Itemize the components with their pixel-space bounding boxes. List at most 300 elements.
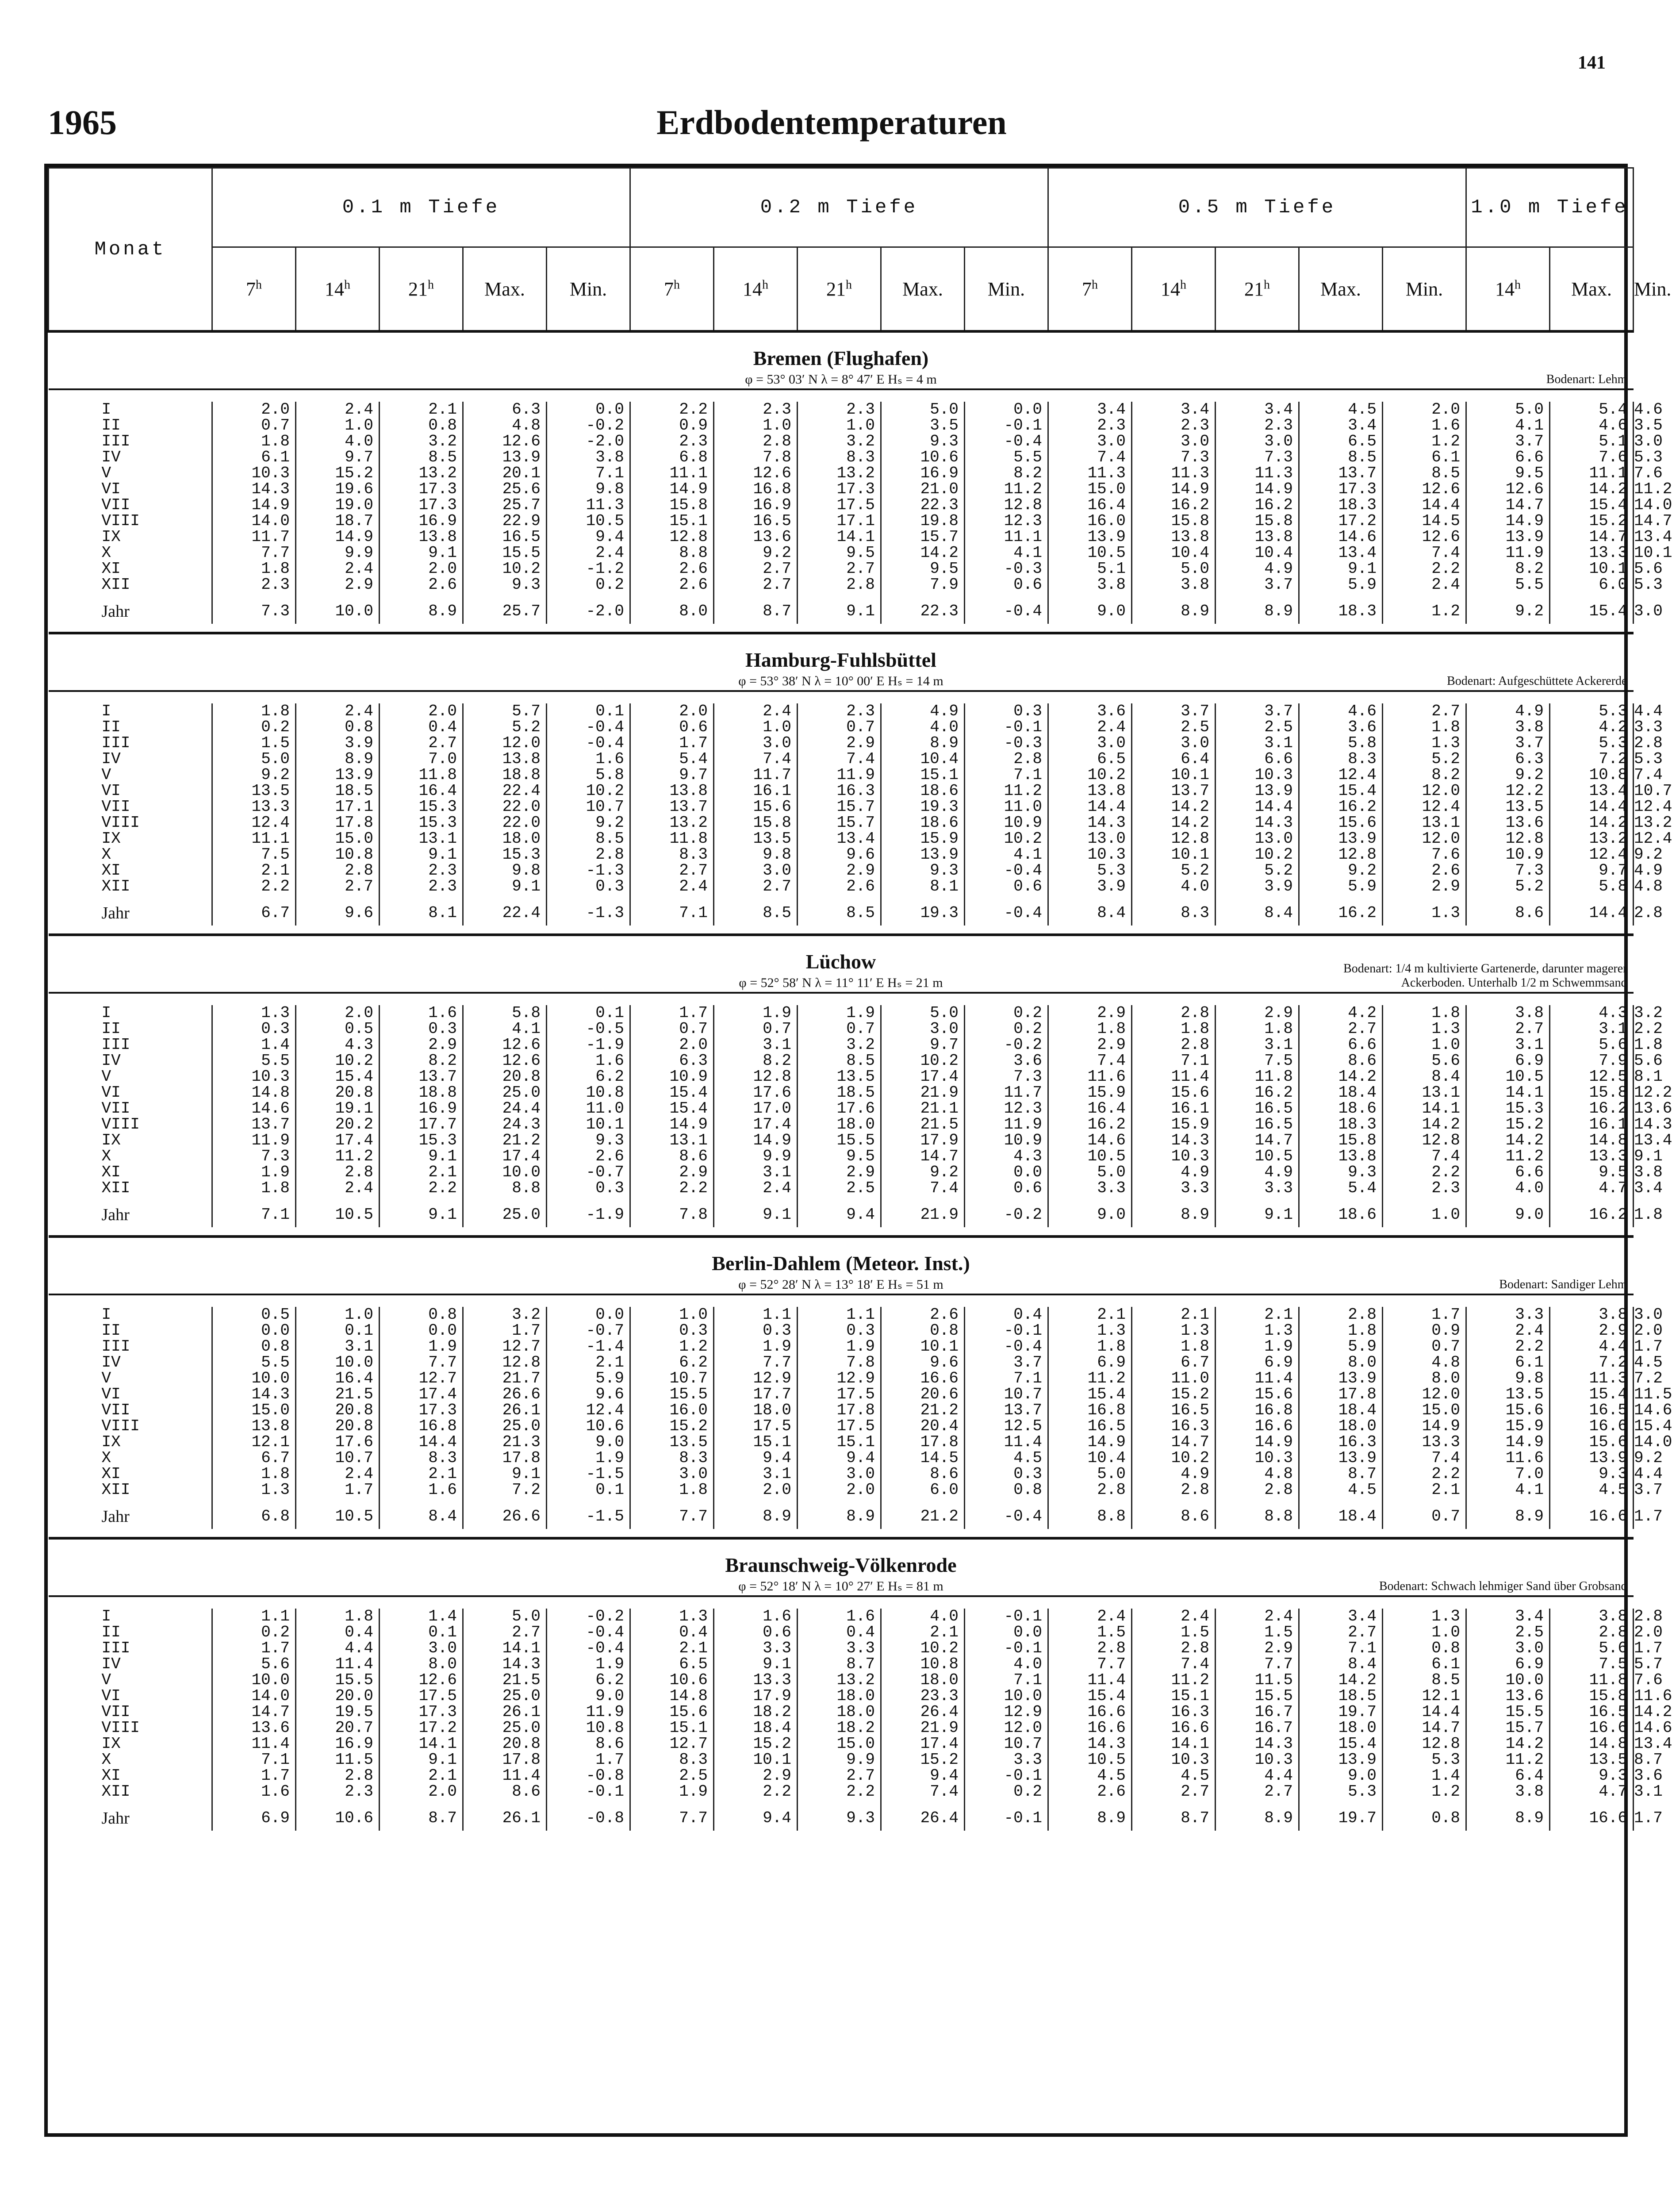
temperature-value: 3.0 — [881, 1021, 965, 1037]
temperature-value: 11.4 — [296, 1656, 380, 1672]
temperature-value: 11.9 — [798, 767, 881, 783]
temperature-value: 10.9 — [1466, 847, 1550, 863]
month-row: VI 14.3 19.6 17.3 25.6 9.8 14.9 16.8 17.3 21.0 11.2 15.0 14.9 14.9 17.3 12.6 12.6 14.2 11.2 — [49, 481, 1634, 497]
temperature-value: 10.2 — [1132, 1450, 1216, 1466]
temperature-value: 13.1 — [630, 1133, 714, 1148]
temperature-value: 8.6 — [881, 1466, 965, 1482]
temperature-value: 7.4 — [798, 751, 881, 767]
temperature-value: 9.1 — [714, 1656, 798, 1672]
spacer-row — [49, 926, 1634, 935]
temperature-value: 8.2 — [1383, 767, 1466, 783]
month-row: VIII 14.0 18.7 16.9 22.9 10.5 15.1 16.5 17.1 19.8 12.3 16.0 15.8 15.8 17.2 14.5 14.9 15.2 14.7 — [49, 513, 1634, 529]
temperature-value: 4.8 — [463, 418, 547, 434]
temperature-value: 5.0 — [1466, 402, 1550, 418]
temperature-value: 17.7 — [380, 1117, 463, 1133]
soil-type — [1343, 962, 1627, 990]
temperature-value: 5.0 — [881, 1005, 965, 1021]
obs-time-label: 14 — [743, 278, 762, 300]
month-label: I — [101, 1306, 111, 1324]
temperature-value: 16.2 — [1550, 1101, 1634, 1117]
temperature-value: 4.6 — [1550, 418, 1634, 434]
temperature-value: 0.1 — [296, 1323, 380, 1339]
month-label: XI — [101, 560, 121, 578]
temperature-value: 0.8 — [1383, 1800, 1466, 1831]
temperature-value: 0.4 — [630, 1624, 714, 1640]
temperature-value: 1.3 — [1383, 1609, 1466, 1624]
temperature-value: 13.2 — [798, 465, 881, 481]
temperature-value: 1.8 — [1048, 1021, 1132, 1037]
month-label: X — [101, 1751, 111, 1769]
month-row: XI 2.1 2.8 2.3 9.8 -1.3 2.7 3.0 2.9 9.3 -0.4 5.3 5.2 5.2 9.2 2.6 7.3 9.7 4.9 — [49, 863, 1634, 879]
temperature-value: 18.3 — [1299, 593, 1383, 624]
temperature-value: 3.2 — [798, 1037, 881, 1053]
obs-time-unit: h — [344, 277, 350, 292]
temperature-value: 0.2 — [212, 719, 296, 735]
month-row: XII 2.2 2.7 2.3 9.1 0.3 2.4 2.7 2.6 8.1 0.6 3.9 4.0 3.9 5.9 2.9 5.2 5.8 4.8 — [49, 879, 1634, 895]
month-label: II — [101, 1020, 121, 1038]
temperature-value: 12.7 — [463, 1339, 547, 1355]
temperature-value: 12.4 — [212, 815, 296, 831]
obs-time-label: 14 — [1495, 278, 1515, 300]
observation-header-row: 7$^h$ 14$^h$ 21$^h$ Max. Min. 7$^h$ 14$^h$ 21$^h$ Max. Min. 7$^h$ 14$^h$ 21$^h$ Max. Min. 14$^h$ Max. Min. — [49, 247, 1634, 332]
temperature-value: 1.3 — [1383, 735, 1466, 751]
station-name: Lüchow — [49, 935, 1634, 973]
temperature-value: 11.8 — [1216, 1069, 1299, 1085]
month-row: II 0.0 0.1 0.0 1.7 -0.7 0.3 0.3 0.3 0.8 -0.1 1.3 1.3 1.3 1.8 0.9 2.4 2.9 2.0 — [49, 1323, 1634, 1339]
temperature-value: 15.6 — [1466, 1402, 1550, 1418]
temperature-value: 3.0 — [714, 863, 798, 879]
temperature-value: 7.7 — [212, 545, 296, 561]
temperature-value: 0.6 — [965, 577, 1048, 593]
temperature-value: 3.0 — [630, 1466, 714, 1482]
temperature-value: 7.1 — [965, 1371, 1048, 1386]
temperature-value: 21.2 — [881, 1498, 965, 1529]
temperature-value: 3.6 — [965, 1053, 1048, 1069]
temperature-value: 1.8 — [1132, 1339, 1216, 1355]
temperature-value: 15.7 — [881, 529, 965, 545]
temperature-value: 2.0 — [380, 703, 463, 719]
temperature-value: 6.6 — [1299, 1037, 1383, 1053]
temperature-value: 6.6 — [1216, 751, 1299, 767]
temperature-value: 13.9 — [1299, 1752, 1383, 1768]
temperature-value: 25.7 — [463, 497, 547, 513]
temperature-value: 19.8 — [881, 513, 965, 529]
spacer — [49, 1596, 1634, 1609]
d01-t21-header — [380, 247, 463, 332]
temperature-value: 15.7 — [798, 815, 881, 831]
temperature-value: 8.4 — [1383, 1069, 1466, 1085]
temperature-value: 3.2 — [798, 434, 881, 449]
station-title-row — [49, 1237, 1634, 1275]
temperature-value: 1.9 — [630, 1784, 714, 1800]
temperature-value: 10.0 — [1466, 1672, 1550, 1688]
temperature-value: 13.3 — [1550, 1148, 1634, 1164]
temperature-value: 17.6 — [714, 1085, 798, 1101]
temperature-value: 9.1 — [380, 545, 463, 561]
temperature-value: 19.7 — [1299, 1800, 1383, 1831]
temperature-value: 5.6 — [1550, 1037, 1634, 1053]
temperature-value: 17.3 — [380, 497, 463, 513]
temperature-value: 25.0 — [463, 1688, 547, 1704]
temperature-value: 14.9 — [1466, 1434, 1550, 1450]
month-row: X 7.3 11.2 9.1 17.4 2.6 8.6 9.9 9.5 14.7 4.3 10.5 10.3 10.5 13.8 7.4 11.2 13.3 9.1 — [49, 1148, 1634, 1164]
temperature-value: 15.1 — [881, 767, 965, 783]
temperature-value: 22.9 — [463, 513, 547, 529]
temperature-value: 16.2 — [1048, 1117, 1132, 1133]
temperature-value: 6.5 — [1048, 751, 1132, 767]
temperature-value: 17.8 — [463, 1752, 547, 1768]
temperature-value: 11.4 — [1132, 1069, 1216, 1085]
temperature-value: 8.7 — [380, 1800, 463, 1831]
month-label: X — [101, 845, 111, 864]
temperature-value: 2.1 — [380, 402, 463, 418]
temperature-value: 3.2 — [380, 434, 463, 449]
d02-t21-header — [798, 247, 881, 332]
temperature-value: 10.5 — [1216, 1148, 1299, 1164]
temperature-value: 4.4 — [1550, 1339, 1634, 1355]
temperature-value: 6.5 — [630, 1656, 714, 1672]
temperature-value: 14.1 — [798, 529, 881, 545]
temperature-value: 1.6 — [380, 1005, 463, 1021]
temperature-value: 0.8 — [881, 1323, 965, 1339]
temperature-value: 2.4 — [1216, 1609, 1299, 1624]
temperature-value: 12.6 — [1383, 529, 1466, 545]
temperature-value: 6.1 — [1383, 449, 1466, 465]
temperature-value: 11.3 — [1216, 465, 1299, 481]
temperature-value: 0.8 — [212, 1339, 296, 1355]
temperature-value: 8.5 — [1383, 465, 1466, 481]
temperature-value: 9.2 — [547, 815, 630, 831]
month-row: IV 5.5 10.0 7.7 12.8 2.1 6.2 7.7 7.8 9.6 3.7 6.9 6.7 6.9 8.0 4.8 6.1 7.2 4.5 — [49, 1355, 1634, 1371]
temperature-value: 17.3 — [798, 481, 881, 497]
temperature-value: 26.1 — [463, 1800, 547, 1831]
temperature-value: 3.0 — [380, 1640, 463, 1656]
temperature-value: 3.2 — [463, 1307, 547, 1323]
temperature-value: 0.3 — [965, 1466, 1048, 1482]
temperature-value: 0.5 — [212, 1307, 296, 1323]
temperature-value: 8.6 — [630, 1148, 714, 1164]
spacer-row — [49, 1596, 1634, 1609]
temperature-value: 15.6 — [1550, 1434, 1634, 1450]
temperature-value: 15.4 — [630, 1101, 714, 1117]
temperature-value: 2.4 — [296, 402, 380, 418]
temperature-value: 13.5 — [630, 1434, 714, 1450]
temperature-value: 15.4 — [1550, 1386, 1634, 1402]
temperature-value: 10.5 — [1048, 1148, 1132, 1164]
temperature-value: 3.6 — [1299, 719, 1383, 735]
temperature-value: 14.3 — [1216, 1736, 1299, 1752]
month-label: VII — [101, 1401, 130, 1419]
temperature-value: 2.0 — [380, 561, 463, 577]
temperature-value: 15.5 — [1216, 1688, 1299, 1704]
temperature-value: 1.7 — [296, 1482, 380, 1498]
temperature-value: 1.7 — [212, 1640, 296, 1656]
temperature-value: 14.4 — [1048, 799, 1132, 815]
temperature-value: 5.7 — [463, 703, 547, 719]
obs-time-unit: h — [762, 277, 768, 292]
temperature-value: 2.1 — [630, 1640, 714, 1656]
temperature-value: 22.0 — [463, 799, 547, 815]
temperature-value: 2.7 — [1132, 1784, 1216, 1800]
temperature-value: -0.2 — [547, 1609, 630, 1624]
temperature-value: 8.0 — [630, 593, 714, 624]
temperature-value: 15.1 — [630, 1720, 714, 1736]
temperature-value: 15.2 — [296, 465, 380, 481]
temperature-value: 1.9 — [714, 1005, 798, 1021]
temperature-value: 9.5 — [1466, 465, 1550, 481]
temperature-value: -0.4 — [547, 719, 630, 735]
temperature-value: 25.7 — [463, 593, 547, 624]
temperature-value: 9.4 — [547, 529, 630, 545]
temperature-value: 2.7 — [1299, 1021, 1383, 1037]
temperature-value: 14.4 — [1550, 895, 1634, 926]
temperature-value: 15.8 — [1132, 513, 1216, 529]
temperature-value: 17.0 — [714, 1101, 798, 1117]
temperature-value: 5.8 — [547, 767, 630, 783]
temperature-value: 7.4 — [881, 1784, 965, 1800]
temperature-value: 0.8 — [1383, 1640, 1466, 1656]
temperature-value: 10.7 — [296, 1450, 380, 1466]
temperature-value: 10.2 — [296, 1053, 380, 1069]
temperature-value: 1.7 — [463, 1323, 547, 1339]
temperature-value: 18.0 — [798, 1688, 881, 1704]
temperature-value: 3.4 — [1299, 418, 1383, 434]
temperature-value: 14.9 — [1216, 481, 1299, 497]
annual-row: Jahr 6.7 9.6 8.1 22.4 -1.3 7.1 8.5 8.5 19.3 -0.4 8.4 8.3 8.4 16.2 1.3 8.6 14.4 2.8 — [49, 895, 1634, 926]
temperature-value: 7.3 — [1216, 449, 1299, 465]
temperature-value: 2.8 — [296, 1768, 380, 1784]
temperature-value: 14.0 — [212, 513, 296, 529]
temperature-value: 13.4 — [798, 831, 881, 847]
temperature-value: 1.1 — [798, 1307, 881, 1323]
temperature-value: 7.4 — [881, 1180, 965, 1196]
month-row: I 1.8 2.4 2.0 5.7 0.1 2.0 2.4 2.3 4.9 0.3 3.6 3.7 3.7 4.6 2.7 4.9 5.3 4.4 — [49, 703, 1634, 719]
temperature-value: 18.5 — [296, 783, 380, 799]
temperature-value: 10.3 — [1048, 847, 1132, 863]
temperature-value: 6.8 — [212, 1498, 296, 1529]
d05-t7-header — [1048, 247, 1132, 332]
temperature-value: 15.5 — [630, 1386, 714, 1402]
temperature-value: 9.5 — [1550, 1164, 1634, 1180]
temperature-value: 10.2 — [1216, 847, 1299, 863]
temperature-value: 15.2 — [881, 1752, 965, 1768]
temperature-value: 0.8 — [296, 719, 380, 735]
temperature-value: 13.6 — [1466, 1688, 1550, 1704]
temperature-value: 16.2 — [1216, 497, 1299, 513]
temperature-value: 13.8 — [1216, 529, 1299, 545]
temperature-value: 10.5 — [1048, 545, 1132, 561]
temperature-value: 7.1 — [1132, 1053, 1216, 1069]
temperature-value: 24.4 — [463, 1101, 547, 1117]
temperature-value: 9.1 — [380, 1196, 463, 1227]
temperature-value: 15.6 — [1132, 1085, 1216, 1101]
temperature-value: 8.9 — [714, 1498, 798, 1529]
temperature-value: 2.1 — [1216, 1307, 1299, 1323]
month-row: XII 1.3 1.7 1.6 7.2 0.1 1.8 2.0 2.0 6.0 0.8 2.8 2.8 2.8 4.5 2.1 4.1 4.5 3.7 — [49, 1482, 1634, 1498]
temperature-value: -0.7 — [547, 1164, 630, 1180]
temperature-value: 24.3 — [463, 1117, 547, 1133]
temperature-value: 9.5 — [798, 1148, 881, 1164]
temperature-value: 2.4 — [1383, 577, 1466, 593]
temperature-value: 20.8 — [296, 1402, 380, 1418]
temperature-value: -0.4 — [965, 1339, 1048, 1355]
temperature-value: 12.1 — [1383, 1688, 1466, 1704]
temperature-value: 11.2 — [1132, 1672, 1216, 1688]
temperature-value: 11.3 — [1550, 1371, 1634, 1386]
temperature-value: 14.2 — [1550, 481, 1634, 497]
temperature-value: 11.6 — [1466, 1450, 1550, 1466]
temperature-value: 12.8 — [1383, 1133, 1466, 1148]
temperature-value: 3.9 — [1048, 879, 1132, 895]
temperature-value: 1.9 — [798, 1005, 881, 1021]
temperature-value: 4.5 — [965, 1450, 1048, 1466]
temperature-value: 22.4 — [463, 783, 547, 799]
temperature-value: -0.1 — [965, 719, 1048, 735]
month-label: XII — [101, 576, 130, 594]
temperature-value: 2.9 — [1550, 1323, 1634, 1339]
temperature-value: 12.1 — [212, 1434, 296, 1450]
temperature-value: 8.5 — [714, 895, 798, 926]
temperature-value: 10.2 — [1048, 767, 1132, 783]
temperature-value: 5.6 — [1383, 1053, 1466, 1069]
temperature-value: 2.0 — [798, 1482, 881, 1498]
temperature-value: 20.8 — [463, 1069, 547, 1085]
temperature-value: 12.6 — [714, 465, 798, 481]
month-row: I 2.0 2.4 2.1 6.3 0.0 2.2 2.3 2.3 5.0 0.0 3.4 3.4 3.4 4.5 2.0 5.0 5.4 4.6 — [49, 402, 1634, 418]
temperature-value: 8.5 — [380, 449, 463, 465]
temperature-value: 1.5 — [212, 735, 296, 751]
temperature-value: 16.7 — [1216, 1704, 1299, 1720]
temperature-value: 1.6 — [798, 1609, 881, 1624]
temperature-value: 9.1 — [1299, 561, 1383, 577]
temperature-value: 13.2 — [1550, 831, 1634, 847]
temperature-value: 4.3 — [296, 1037, 380, 1053]
depth-header-1.0m: 1.0 m Tiefe — [1466, 168, 1634, 247]
temperature-value: 9.0 — [1466, 1196, 1550, 1227]
temperature-value: 0.0 — [380, 1323, 463, 1339]
month-label: XI — [101, 1163, 121, 1181]
temperature-value: 2.3 — [714, 402, 798, 418]
station-info-row — [49, 1275, 1634, 1294]
temperature-value: 1.4 — [212, 1037, 296, 1053]
spacer — [49, 1831, 1634, 1839]
temperature-value: 1.0 — [1383, 1037, 1466, 1053]
month-label: III — [101, 734, 130, 752]
temperature-value: 7.5 — [212, 847, 296, 863]
temperature-value: 17.8 — [881, 1434, 965, 1450]
temperature-value: 11.2 — [1048, 1371, 1132, 1386]
temperature-value: 6.9 — [1466, 1656, 1550, 1672]
temperature-value: 13.5 — [212, 783, 296, 799]
temperature-value: 14.7 — [1132, 1434, 1216, 1450]
month-row: V 9.2 13.9 11.8 18.8 5.8 9.7 11.7 11.9 15.1 7.1 10.2 10.1 10.3 12.4 8.2 9.2 10.8 7.4 — [49, 767, 1634, 783]
month-label: III — [101, 1337, 130, 1356]
temperature-value: 11.3 — [1132, 465, 1216, 481]
temperature-value: 15.8 — [1550, 1085, 1634, 1101]
temperature-value: 0.1 — [380, 1624, 463, 1640]
temperature-value: 1.2 — [1383, 1784, 1466, 1800]
obs-time-unit: h — [428, 277, 434, 292]
temperature-value: 2.1 — [380, 1768, 463, 1784]
temperature-value: 2.8 — [1132, 1005, 1216, 1021]
temperature-value: 17.8 — [463, 1450, 547, 1466]
temperature-value: 14.2 — [1132, 799, 1216, 815]
temperature-value: 0.9 — [1383, 1323, 1466, 1339]
temperature-value: 0.1 — [547, 1482, 630, 1498]
month-row: XI 1.9 2.8 2.1 10.0 -0.7 2.9 3.1 2.9 9.2 0.0 5.0 4.9 4.9 9.3 2.2 6.6 9.5 3.8 — [49, 1164, 1634, 1180]
temperature-value: 4.9 — [1216, 561, 1299, 577]
temperature-value: 2.7 — [463, 1624, 547, 1640]
month-row: IX 11.4 16.9 14.1 20.8 8.6 12.7 15.2 15.0 17.4 10.7 14.3 14.1 14.3 15.4 12.8 14.2 14.8 13.4 — [49, 1736, 1634, 1752]
month-label: V — [101, 464, 111, 482]
temperature-value: 18.6 — [881, 783, 965, 799]
temperature-value: 10.2 — [463, 561, 547, 577]
temperature-value: 5.5 — [965, 449, 1048, 465]
month-row: I 1.3 2.0 1.6 5.8 0.1 1.7 1.9 1.9 5.0 0.2 2.9 2.8 2.9 4.2 1.8 3.8 4.3 3.2 — [49, 1005, 1634, 1021]
obs-time-label: 21 — [408, 278, 428, 300]
temperature-value: 26.6 — [463, 1498, 547, 1529]
temperature-value: 0.7 — [1383, 1339, 1466, 1355]
temperature-value: 7.4 — [1383, 545, 1466, 561]
temperature-value: 7.1 — [547, 465, 630, 481]
spacer-row — [49, 993, 1634, 1005]
temperature-value: 13.8 — [212, 1418, 296, 1434]
temperature-value: 26.1 — [463, 1704, 547, 1720]
temperature-value: 3.7 — [1466, 434, 1550, 449]
temperature-value: 1.7 — [630, 735, 714, 751]
temperature-value: 15.4 — [296, 1069, 380, 1085]
temperature-value: 15.5 — [1466, 1704, 1550, 1720]
temperature-value: -1.5 — [547, 1498, 630, 1529]
spacer-row — [49, 1529, 1634, 1538]
temperature-value: 4.5 — [1048, 1768, 1132, 1784]
temperature-value: 7.1 — [212, 1752, 296, 1768]
temperature-value: 5.8 — [1550, 879, 1634, 895]
temperature-value: 9.5 — [881, 561, 965, 577]
temperature-value: 3.9 — [296, 735, 380, 751]
temperature-value: 2.4 — [296, 703, 380, 719]
temperature-value: 11.1 — [630, 465, 714, 481]
month-row: IX 11.9 17.4 15.3 21.2 9.3 13.1 14.9 15.5 17.9 10.9 14.6 14.3 14.7 15.8 12.8 14.2 14.8 13.4 — [49, 1133, 1634, 1148]
temperature-value: 11.1 — [965, 529, 1048, 545]
temperature-value: 13.9 — [1048, 529, 1132, 545]
d01-t14-header — [296, 247, 380, 332]
temperature-value: 16.2 — [1299, 895, 1383, 926]
temperature-value: 9.2 — [1299, 863, 1383, 879]
temperature-value: 10.6 — [630, 1672, 714, 1688]
temperature-value: -1.3 — [547, 895, 630, 926]
temperature-value: 1.3 — [212, 1482, 296, 1498]
temperature-value: 6.7 — [1132, 1355, 1216, 1371]
temperature-value: 14.4 — [1550, 799, 1634, 815]
month-label: VIII — [101, 1115, 140, 1133]
temperature-value: 10.5 — [296, 1196, 380, 1227]
temperature-value: 1.4 — [1383, 1768, 1466, 1784]
temperature-value: 15.6 — [1216, 1386, 1299, 1402]
temperature-value: 2.4 — [547, 545, 630, 561]
temperature-value: 7.8 — [630, 1196, 714, 1227]
temperature-value: 8.9 — [1466, 1800, 1550, 1831]
temperature-value: 2.4 — [1048, 1609, 1132, 1624]
temperature-value: 21.9 — [881, 1196, 965, 1227]
month-label: Jahr — [101, 602, 130, 621]
temperature-value: 9.2 — [881, 1164, 965, 1180]
temperature-value: 12.0 — [1383, 831, 1466, 847]
temperature-value: 14.7 — [1216, 1133, 1299, 1148]
temperature-value: 8.9 — [798, 1498, 881, 1529]
temperature-value: 16.9 — [380, 513, 463, 529]
temperature-value: 10.8 — [1550, 767, 1634, 783]
